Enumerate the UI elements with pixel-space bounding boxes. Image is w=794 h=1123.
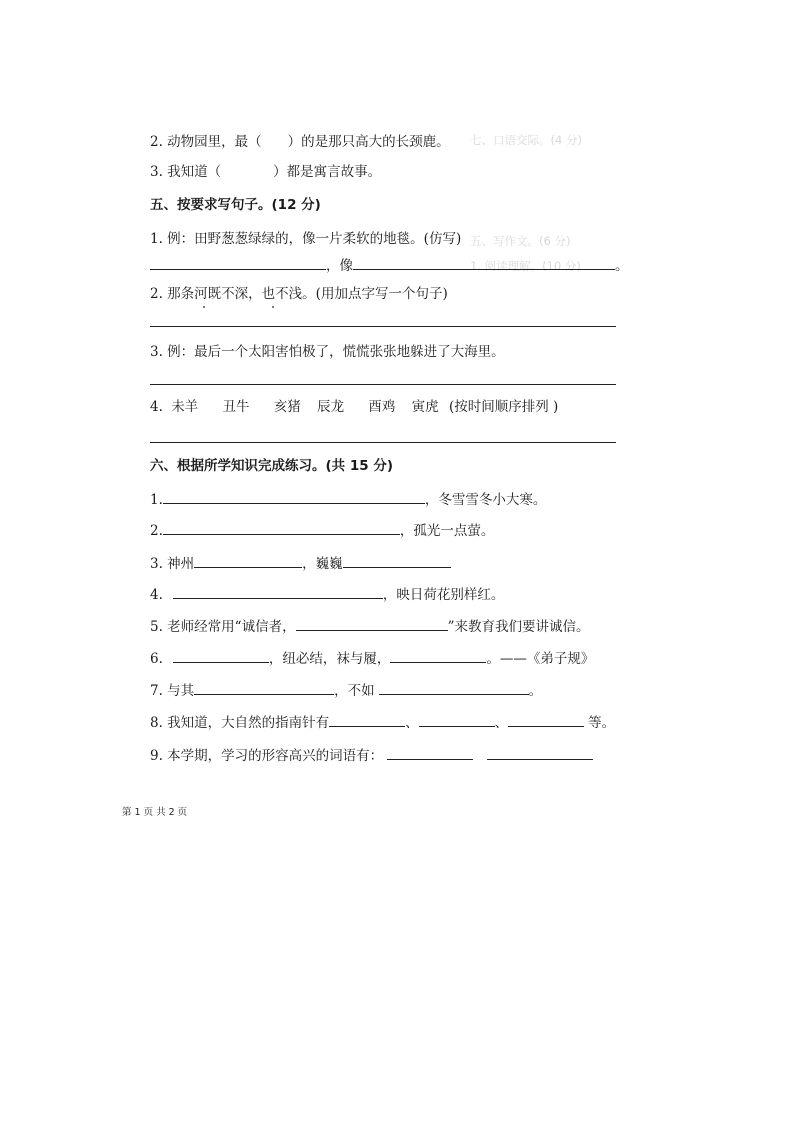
zodiac-item: 未羊 <box>171 399 199 415</box>
q6-4-after: ，映日荷花别样红。 <box>382 587 505 603</box>
q6-1-num: 1. <box>150 492 163 508</box>
answer-blank[interactable] <box>150 255 326 270</box>
answer-blank[interactable] <box>379 680 529 695</box>
answer-blank[interactable] <box>173 584 383 599</box>
q5-4-instruction: (按时间顺序排列 ) <box>448 399 559 415</box>
question-6-1 <box>150 489 546 509</box>
question-6-8 <box>150 712 615 732</box>
answer-blank[interactable] <box>194 553 302 568</box>
bleed-text-1: 七、口语交际。(4 分) <box>470 133 582 147</box>
answer-blank[interactable] <box>487 745 593 760</box>
q6-7-end: 。 <box>528 683 543 699</box>
answer-blank[interactable] <box>353 255 615 270</box>
answer-line[interactable] <box>150 384 616 385</box>
q6-5-after: ”来教育我们要讲诚信。 <box>447 619 590 635</box>
question-6-4 <box>150 584 504 604</box>
answer-blank[interactable] <box>173 648 269 663</box>
q6-9-before: 9. 本学期，学习的形容高兴的词语有： <box>150 748 384 764</box>
q4-2-before: 2. 动物园里，最（ <box>150 134 262 150</box>
zodiac-item: 寅虎 <box>411 399 439 415</box>
answer-line[interactable] <box>150 326 616 327</box>
bleed-text-3: 1. 阅读理解。(10 分) <box>470 259 581 273</box>
answer-blank[interactable] <box>508 712 584 727</box>
answer-blank[interactable] <box>343 553 451 568</box>
q6-3-mid: ，巍巍 <box>302 556 343 572</box>
answer-blank[interactable] <box>296 616 448 631</box>
bleed-text-2: 五、写作文。(6 分) <box>470 234 571 248</box>
answer-blank[interactable] <box>163 520 400 535</box>
zodiac-item: 辰龙 <box>317 399 345 415</box>
page-footer: 第 1 页 共 2 页 <box>122 807 188 818</box>
q6-4-num: 4. <box>150 587 163 603</box>
answer-blank[interactable] <box>194 680 334 695</box>
question-6-9 <box>150 745 593 765</box>
section-6-heading: 六、根据所学知识完成练习。(共 15 分) <box>150 458 394 474</box>
question-5-2-prompt: 2. 那条河既不深，也不浅。(用加点字写一个句子) <box>150 286 448 302</box>
q6-5-before: 5. 老师经常用“诚信者， <box>150 619 296 635</box>
question-5-3-prompt: 3. 例：最后一个太阳害怕极了，慌慌张张地躲进了大海里。 <box>150 344 505 360</box>
q6-6-end: 。——《弟子规》 <box>486 651 595 667</box>
emphasis-dot <box>272 306 274 308</box>
answer-blank[interactable] <box>163 489 425 504</box>
zodiac-item: 丑牛 <box>222 399 250 415</box>
q6-7-before: 7. 与其 <box>150 683 195 699</box>
question-5-4 <box>150 398 558 416</box>
q4-3-after: ）都是寓言故事。 <box>273 164 382 180</box>
q6-6-mid: ，纽必结，袜与履， <box>268 651 391 667</box>
answer-blank[interactable] <box>329 712 405 727</box>
q5-1-mid: ，像 <box>326 258 353 274</box>
question-4-2 <box>150 133 450 151</box>
q6-3-before: 3. 神州 <box>150 556 195 572</box>
question-6-6 <box>150 648 594 668</box>
q6-8-before: 8. 我知道，大自然的指南针有 <box>150 715 330 731</box>
question-4-3 <box>150 163 381 181</box>
q6-8-sep1: 、 <box>405 715 419 731</box>
q5-4-num: 4. <box>150 399 163 415</box>
q4-3-before: 3. 我知道（ <box>150 164 222 180</box>
question-6-5 <box>150 616 589 636</box>
question-6-3 <box>150 553 451 573</box>
q6-2-num: 2. <box>150 523 163 539</box>
section-5-heading: 五、按要求写句子。(12 分) <box>150 197 321 213</box>
answer-blank[interactable] <box>387 745 473 760</box>
q6-8-sep2: 、 <box>494 715 509 731</box>
answer-blank[interactable] <box>419 712 495 727</box>
zodiac-item: 酉鸡 <box>368 399 396 415</box>
answer-line[interactable] <box>150 442 616 443</box>
emphasis-dot <box>203 306 205 308</box>
q6-7-mid: ，不如 <box>334 683 375 699</box>
answer-blank[interactable] <box>390 648 486 663</box>
question-6-7 <box>150 680 542 700</box>
zodiac-item: 亥猪 <box>273 399 301 415</box>
q4-2-after: ）的是那只高大的长颈鹿。 <box>287 134 450 150</box>
question-5-1-answer <box>150 255 629 275</box>
q6-6-num: 6. <box>150 651 163 667</box>
question-5-1-prompt: 1. 例：田野葱葱绿绿的，像一片柔软的地毯。(仿写) <box>150 231 462 247</box>
q6-2-after: ，孤光一点萤。 <box>399 523 495 539</box>
q5-1-end: 。 <box>615 258 629 274</box>
q6-8-end: 等。 <box>588 715 616 731</box>
question-6-2 <box>150 520 494 540</box>
q6-1-after: ，冬雪雪冬小大寒。 <box>424 492 547 508</box>
